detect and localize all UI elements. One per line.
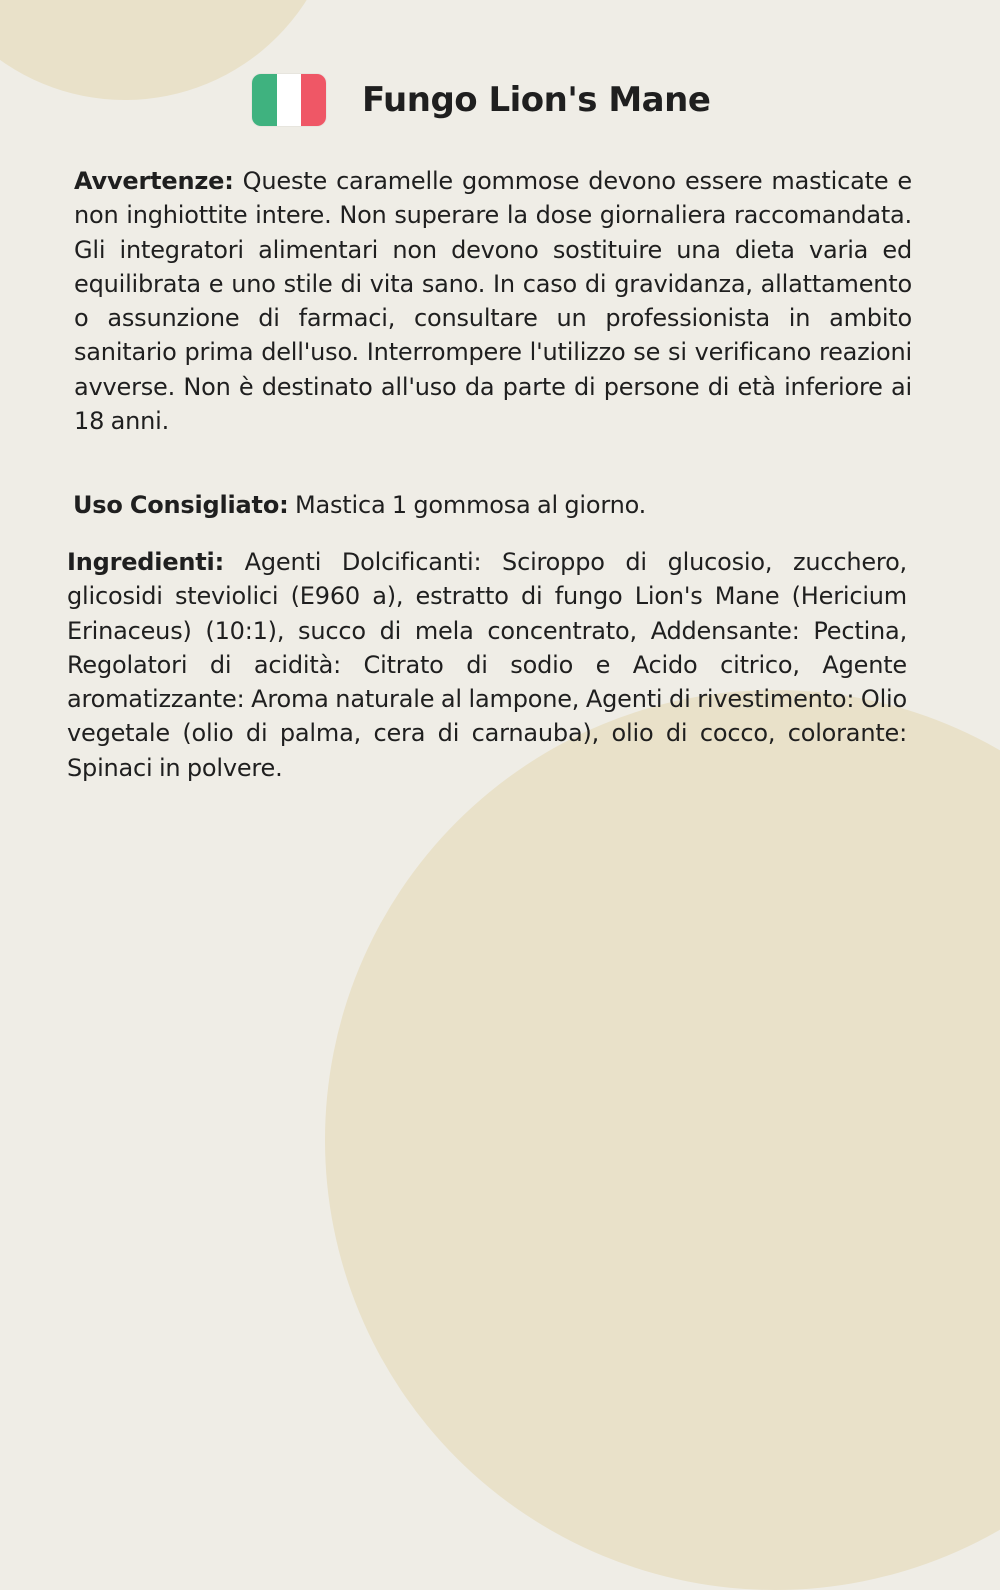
usage-text: Mastica 1 gommosa al giorno. <box>294 491 647 519</box>
product-header <box>252 73 710 127</box>
ingredients-text: Agenti Dolcificanti: Sciroppo di glucosio, zucchero, glicosidi steviolici (E960 a), estratto di fungo Lion's Mane (Hericium Erinaceus) (10:1), succo di mela concentrato, Addensante: Pectina, Regolatori di acidità: Citrato di sodio e Acido citrico, Agente aromatizzante: Aroma naturale al lampone, Agenti di rivestimento: Olio vegetale (olio di palma, cera di carnauba), olio di cocco, colorante: Spinaci in polvere. <box>67 548 907 782</box>
warnings-text: Queste caramelle gommose devono essere masticate e non inghiottite intere. Non superare la dose giornaliera raccomandata. Gli integratori alimentari non devono sostituire una dieta varia ed equilibrata e uno stile di vita sano. In caso di gravidanza, allattamento o assunzione di farmaci, consultare un professionista in ambito sanitario prima dell'uso. Interrompere l'utilizzo se si verificano reazioni avverse. Non è destinato all'uso da parte di persone di età inferiore ai 18 anni. <box>74 167 912 436</box>
usage-label: Uso Consigliato: <box>73 491 289 519</box>
warnings-section <box>74 164 912 438</box>
ingredients-section <box>67 545 907 785</box>
flag-stripe-white <box>277 74 302 126</box>
warnings-label: Avvertenze: <box>74 167 234 195</box>
usage-section <box>73 488 923 522</box>
product-title: Fungo Lion's Mane <box>362 80 711 120</box>
decorative-circle-bottom-right <box>325 690 1000 1590</box>
ingredients-label: Ingredienti: <box>67 548 224 576</box>
italian-flag-icon <box>252 74 326 126</box>
flag-stripe-red <box>301 74 326 126</box>
flag-stripe-green <box>252 74 277 126</box>
